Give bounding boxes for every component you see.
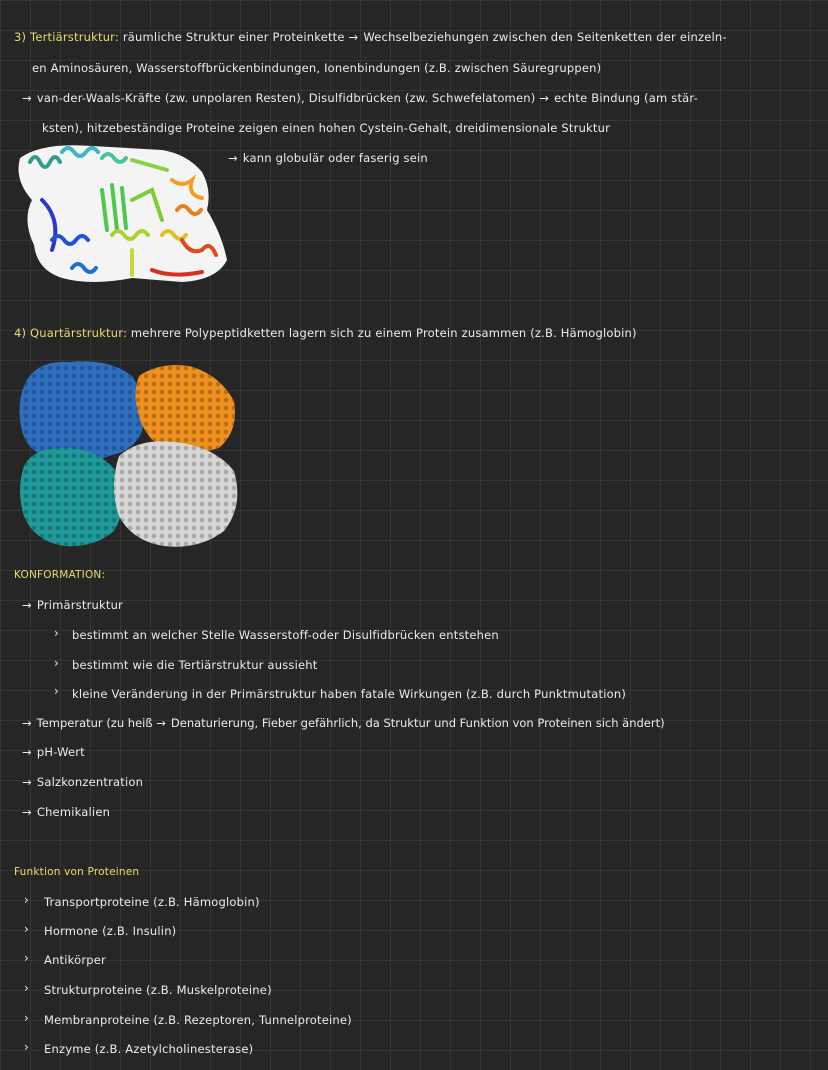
tertiary-line-1: 3) Tertiärstruktur: räumliche Struktur einer Proteinkette → Wechselbeziehungen zwischen den Seitenketten der einzeln- — [14, 30, 727, 44]
chevron-right-icon: › — [24, 981, 29, 995]
konformation-sub-3: kleine Veränderung in der Primärstruktur haben fatale Wirkungen (z.B. durch Punktmutation) — [72, 687, 627, 701]
function-item: Transportproteine (z.B. Hämoglobin) — [44, 895, 260, 909]
tertiary-line-4: ksten), hitzebeständige Proteine zeigen einen hohen Cystein-Gehalt, dreidimensionale Struktur — [42, 121, 611, 135]
chevron-right-icon: › — [24, 951, 29, 965]
arrow-icon: → — [22, 91, 32, 105]
konformation-salt: → Salzkonzentration — [22, 775, 144, 789]
arrow-icon: → — [22, 775, 32, 789]
chevron-right-icon: › — [24, 1011, 29, 1025]
konformation-ph: → pH-Wert — [22, 745, 85, 759]
chevron-right-icon: › — [54, 656, 59, 670]
arrow-icon: → — [22, 716, 32, 730]
function-item: Strukturproteine (z.B. Muskelproteine) — [44, 983, 272, 997]
arrow-icon: → — [539, 91, 550, 105]
quaternary-line: 4) Quartärstruktur: mehrere Polypeptidketten lagern sich zu einem Protein zusammen (z.B. Hämoglobin) — [14, 326, 637, 340]
function-item: Antikörper — [44, 953, 106, 967]
konformation-temperature: → Temperatur (zu heiß → Denaturierung, Fieber gefährlich, da Struktur und Funktion von Proteinen sich ändert) — [22, 716, 665, 730]
tertiary-heading: 3) Tertiärstruktur: — [14, 30, 119, 44]
arrow-icon: → — [22, 805, 32, 819]
arrow-icon: → — [22, 745, 32, 759]
chevron-right-icon: › — [24, 893, 29, 907]
tertiary-line-2: en Aminosäuren, Wasserstoffbrückenbindungen, Ionenbindungen (z.B. zwischen Säuregruppen) — [32, 61, 602, 75]
chevron-right-icon: › — [24, 922, 29, 936]
quaternary-structure-image — [14, 356, 244, 552]
tertiary-structure-image — [12, 140, 242, 290]
tertiary-line-5: → kann globulär oder faserig sein — [228, 151, 428, 165]
konformation-primary: → Primärstruktur — [22, 598, 123, 612]
konformation-sub-2: bestimmt wie die Tertiärstruktur aussieht — [72, 658, 318, 672]
konformation-sub-1: bestimmt an welcher Stelle Wasserstoff-oder Disulfidbrücken entstehen — [72, 628, 499, 642]
tertiary-line-3: → van-der-Waals-Kräfte (zw. unpolaren Resten), Disulfidbrücken (zw. Schwefelatomen) → echte Bindung (am stär- — [22, 91, 698, 105]
function-item: Hormone (z.B. Insulin) — [44, 924, 177, 938]
arrow-icon: → — [348, 30, 359, 44]
quaternary-heading: 4) Quartärstruktur: — [14, 326, 128, 340]
chevron-right-icon: › — [54, 626, 59, 640]
arrow-icon: → — [228, 151, 238, 165]
function-item: Membranproteine (z.B. Rezeptoren, Tunnelproteine) — [44, 1013, 352, 1027]
chevron-right-icon: › — [24, 1040, 29, 1054]
arrow-icon: → — [22, 598, 32, 612]
konformation-chemicals: → Chemikalien — [22, 805, 111, 819]
function-item: Enzyme (z.B. Azetylcholinesterase) — [44, 1042, 254, 1056]
functions-heading: Funktion von Proteinen — [14, 866, 140, 878]
arrow-icon: → — [156, 716, 166, 730]
konformation-heading: KONFORMATION: — [14, 569, 106, 581]
chevron-right-icon: › — [54, 684, 59, 698]
